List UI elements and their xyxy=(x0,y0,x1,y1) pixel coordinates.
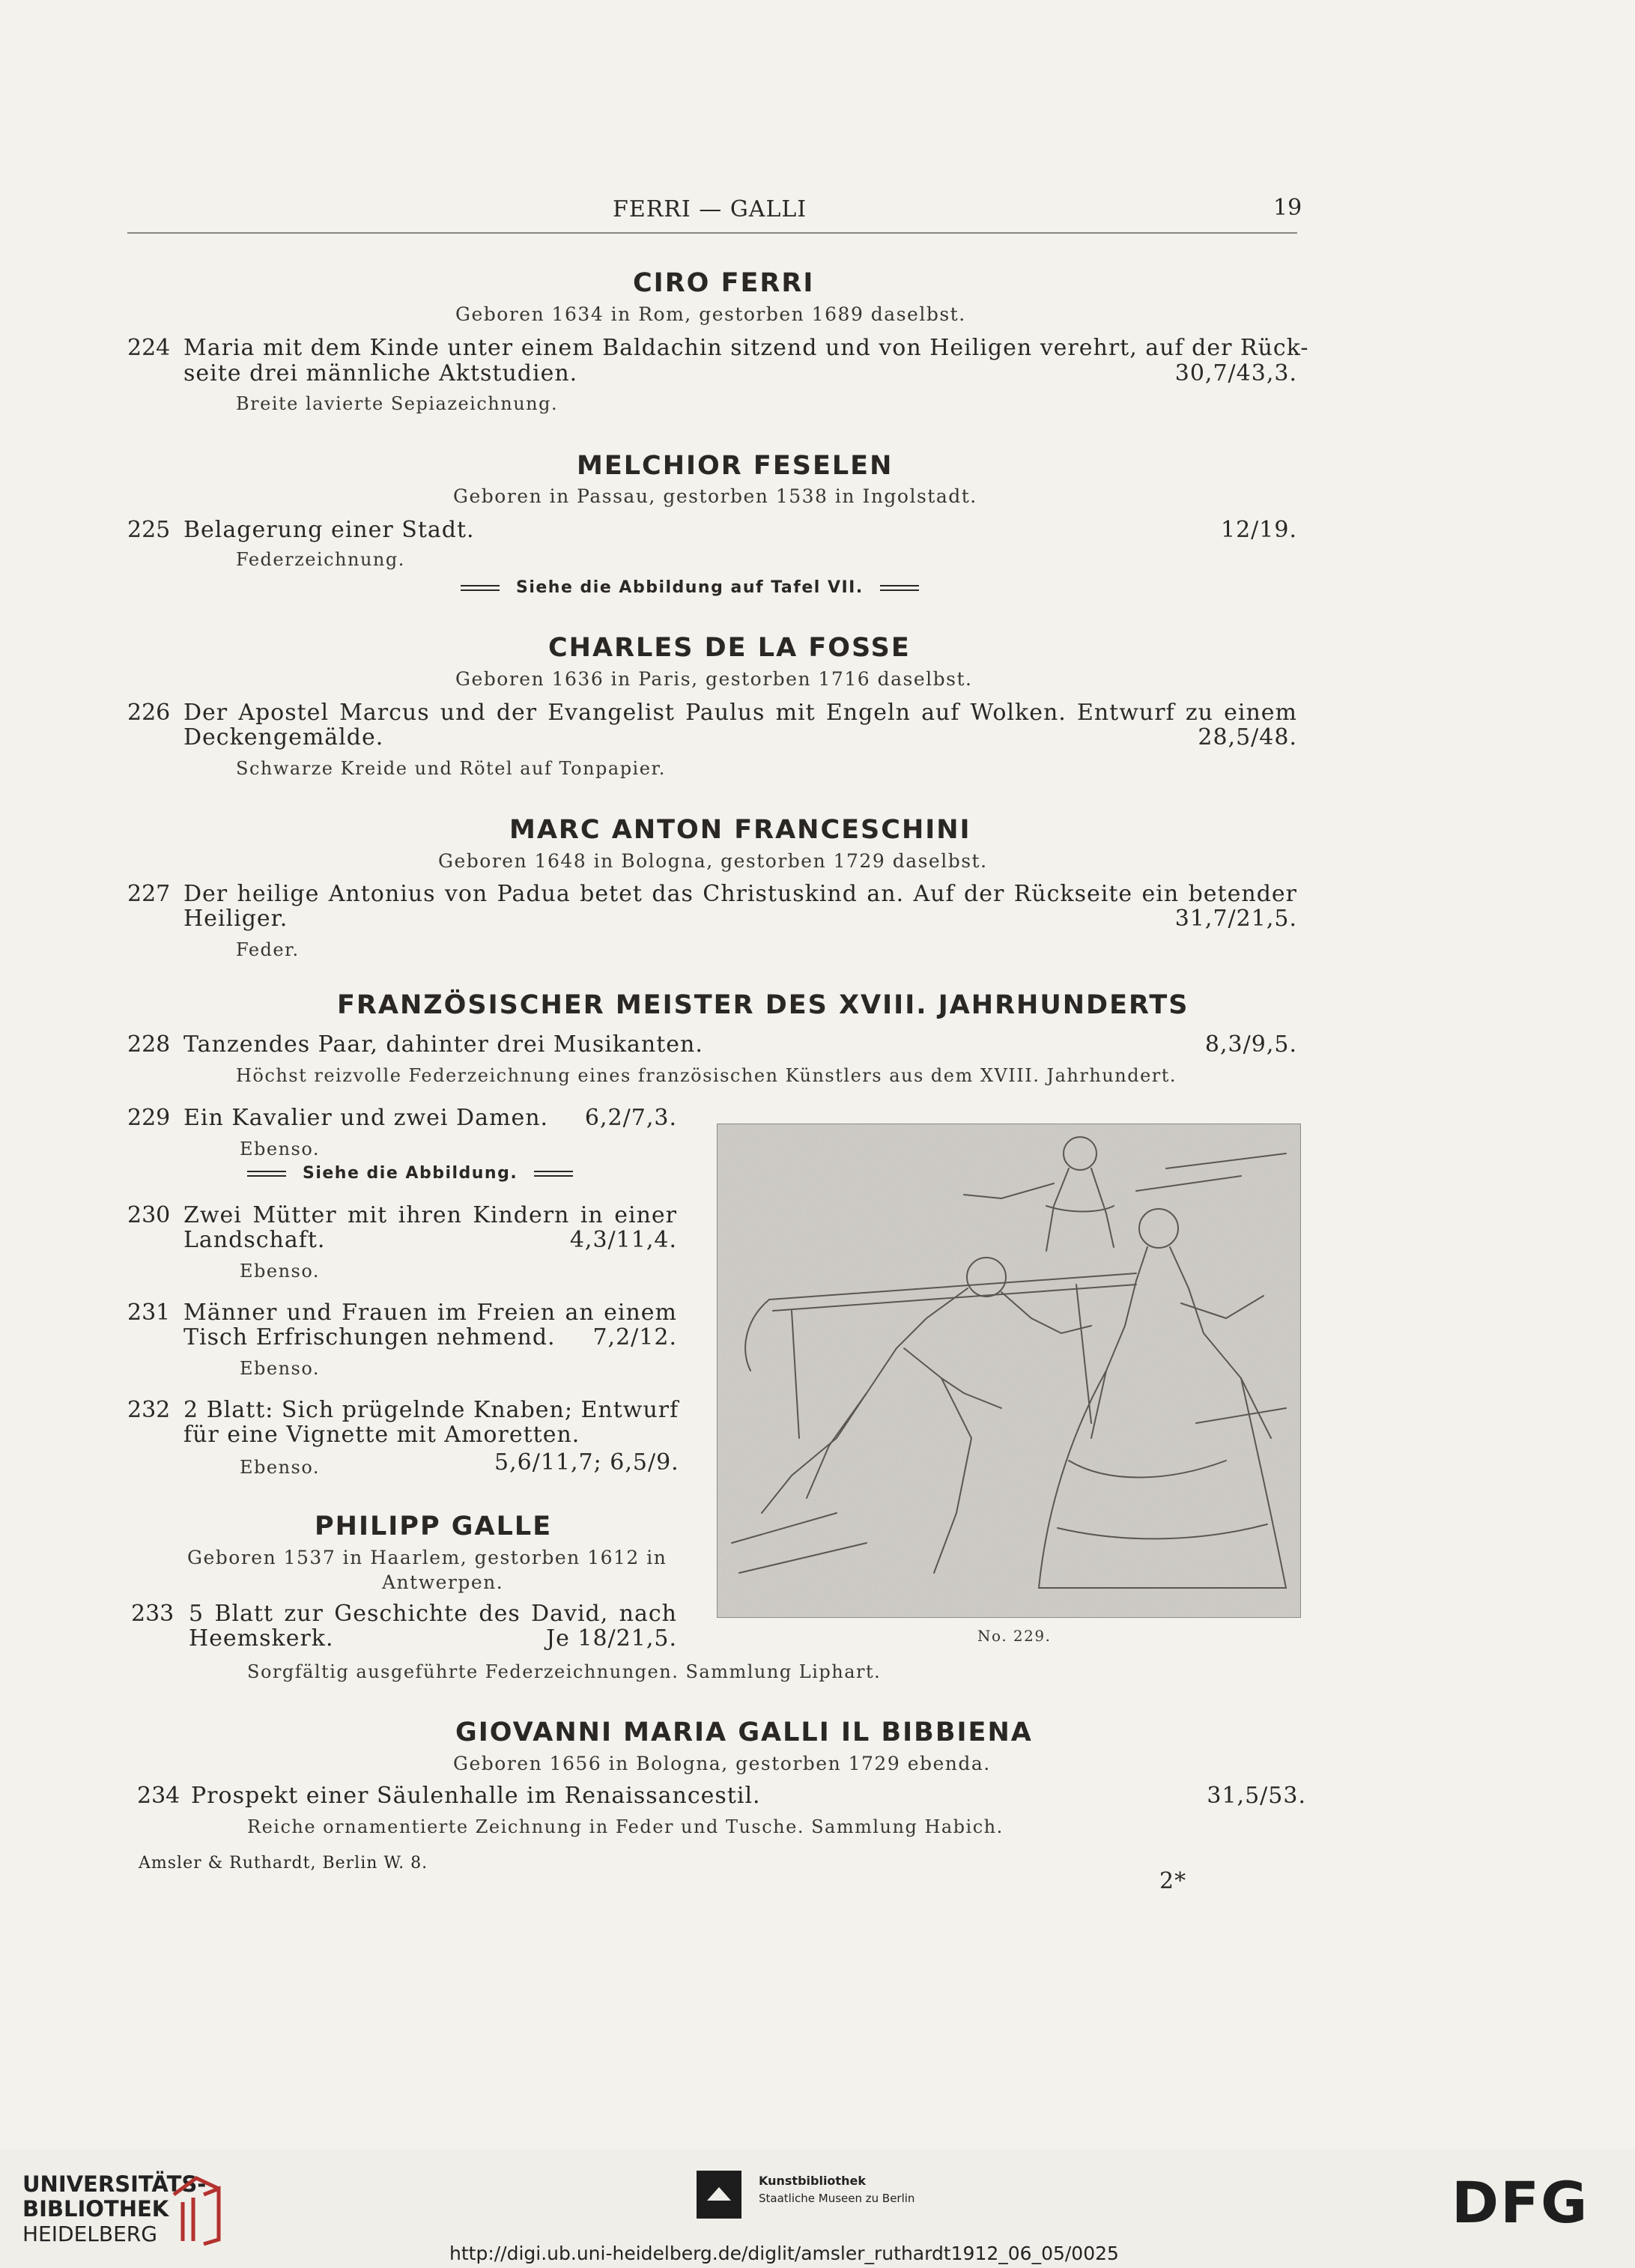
lot-note: Reiche ornamentierte Zeichnung in Feder und Tusche. Sammlung Habich. xyxy=(247,1816,1004,1837)
lot-size: 8,3/9,5. xyxy=(1204,1031,1297,1058)
lot-number: 234 xyxy=(137,1783,181,1809)
kunstbibliothek-subtitle: Staatliche Museen zu Berlin xyxy=(759,2192,915,2205)
lot-title: Der heilige Antonius von Padua betet das Christuskind an. Auf der Rückseite ein betender xyxy=(183,881,1297,907)
see-illustration-note: Siehe die Abbildung. xyxy=(247,1164,573,1183)
lot-title: Der Apostel Marcus und der Evangelist Paulus mit Engeln auf Wolken. Entwurf zu einem xyxy=(183,700,1297,726)
artist-dates: Geboren 1636 in Paris, gestorben 1716 daselbst. xyxy=(455,668,973,690)
artist-heading: GIOVANNI MARIA GALLI IL BIBBIENA xyxy=(455,1717,1033,1747)
lot-note: Höchst reizvolle Federzeichnung eines französischen Künstlers aus dem XVIII. Jahrhundert. xyxy=(236,1065,1177,1086)
figure-caption: No. 229. xyxy=(977,1627,1052,1645)
heidelberg-library-logo[interactable]: UNIVERSITÄTS- BIBLIOTHEK HEIDELBERG xyxy=(22,2171,207,2246)
artist-dates: Geboren 1634 in Rom, gestorben 1689 daselbst. xyxy=(455,303,966,325)
lot-size: 4,3/11,4. xyxy=(569,1227,677,1253)
lot-number: 231 xyxy=(127,1300,171,1326)
lot-size: 28,5/48. xyxy=(1198,724,1297,751)
dfg-logo[interactable]: DFG xyxy=(1452,2169,1589,2236)
lot-title: 5 Blatt zur Geschichte des David, nach xyxy=(189,1601,677,1627)
lot-number: 232 xyxy=(127,1397,171,1423)
artist-dates: Geboren 1537 in Haarlem, gestorben 1612 in xyxy=(187,1547,667,1568)
lot-title-cont: Landschaft. xyxy=(183,1227,326,1253)
lot-note: Ebenso. xyxy=(240,1358,321,1379)
lot-number: 224 xyxy=(127,335,171,361)
lot-size: 12/19. xyxy=(1221,517,1297,543)
lot-title-cont: Heiliger. xyxy=(183,906,288,932)
artist-dates-cont: Antwerpen. xyxy=(382,1571,504,1593)
lot-number: 225 xyxy=(127,517,171,543)
lot-title: Maria mit dem Kinde unter einem Baldachin sitzend und von Heiligen verehrt, auf der Rück- xyxy=(183,335,1309,361)
running-title: FERRI — GALLI xyxy=(613,196,807,222)
lot-size: 7,2/12. xyxy=(592,1324,677,1350)
lot-size: Je 18/21,5. xyxy=(546,1625,677,1652)
lot-note: Ebenso. xyxy=(240,1457,321,1478)
lot-size: 31,5/53. xyxy=(1207,1783,1306,1809)
lot-size: 6,2/7,3. xyxy=(584,1105,677,1131)
signature-mark: 2* xyxy=(1159,1868,1187,1894)
artist-heading: MARC ANTON FRANCESCHINI xyxy=(509,815,971,845)
artist-dates: Geboren 1656 in Bologna, gestorben 1729 ebenda. xyxy=(453,1753,991,1774)
lot-number: 227 xyxy=(127,881,171,907)
header-rule xyxy=(127,232,1297,234)
kunstbibliothek-logo-icon xyxy=(697,2171,741,2219)
lot-note: Schwarze Kreide und Rötel auf Tonpapier. xyxy=(236,758,666,779)
lot-title-cont: Tisch Erfrischungen nehmend. xyxy=(183,1324,556,1350)
lot-note: Ebenso. xyxy=(240,1261,321,1282)
figure-no-229 xyxy=(717,1124,1301,1645)
see-illustration-note: Siehe die Abbildung auf Tafel VII. xyxy=(461,578,919,597)
lot-number: 228 xyxy=(127,1031,171,1058)
artist-heading: FRANZÖSISCHER MEISTER DES XVIII. JAHRHUNDERTS xyxy=(337,990,1189,1020)
lot-title: Belagerung einer Stadt. xyxy=(183,517,475,543)
page-number: 19 xyxy=(1273,195,1302,221)
lot-size: 30,7/43,3. xyxy=(1174,360,1297,386)
lot-title: Zwei Mütter mit ihren Kindern in einer xyxy=(183,1202,677,1228)
lot-size: 31,7/21,5. xyxy=(1174,906,1297,932)
lot-number: 229 xyxy=(127,1105,171,1131)
artist-heading: MELCHIOR FESELEN xyxy=(577,451,894,481)
artist-heading: CIRO FERRI xyxy=(633,268,815,298)
lot-note: Feder. xyxy=(236,939,300,960)
kunstbibliothek-name: Kunstbibliothek xyxy=(759,2174,866,2188)
permalink-url[interactable]: http://digi.ub.uni-heidelberg.de/diglit/amsler_ruthardt1912_06_05/0025 xyxy=(449,2243,1119,2264)
artist-dates: Geboren 1648 in Bologna, gestorben 1729 daselbst. xyxy=(438,850,988,872)
artist-heading: CHARLES DE LA FOSSE xyxy=(548,633,911,663)
lot-title-cont: Deckengemälde. xyxy=(183,724,384,751)
sketch-illustration xyxy=(717,1124,1301,1618)
lot-note: Sorgfältig ausgeführte Federzeichnungen. Sammlung Liphart. xyxy=(247,1661,882,1682)
lot-title: Ein Kavalier und zwei Damen. xyxy=(183,1105,549,1131)
lot-title: 2 Blatt: Sich prügelnde Knaben; Entwurf xyxy=(183,1397,679,1423)
lot-number: 230 xyxy=(127,1202,171,1228)
lot-title: Prospekt einer Säulenhalle im Renaissancestil. xyxy=(191,1783,761,1809)
publisher-imprint: Amsler & Ruthardt, Berlin W. 8. xyxy=(139,1854,428,1873)
heidelberg-logo-mark-icon xyxy=(166,2172,226,2247)
lot-note: Breite lavierte Sepiazeichnung. xyxy=(236,393,559,414)
artist-heading: PHILIPP GALLE xyxy=(315,1512,553,1541)
lot-title: Männer und Frauen im Freien an einem xyxy=(183,1300,677,1326)
lot-title-cont: Heemskerk. xyxy=(189,1625,334,1652)
lot-number: 233 xyxy=(131,1601,175,1627)
lot-title-cont: seite drei männliche Aktstudien. xyxy=(183,360,578,386)
lot-size: 5,6/11,7; 6,5/9. xyxy=(494,1449,679,1476)
lot-title-cont: für eine Vignette mit Amoretten. xyxy=(183,1422,580,1448)
lot-note: Ebenso. xyxy=(240,1138,321,1159)
lot-note: Federzeichnung. xyxy=(236,549,405,570)
lot-title: Tanzendes Paar, dahinter drei Musikanten. xyxy=(183,1031,703,1058)
lot-number: 226 xyxy=(127,700,171,726)
digitization-footer xyxy=(0,2150,1635,2268)
artist-dates: Geboren in Passau, gestorben 1538 in Ingolstadt. xyxy=(453,485,977,507)
